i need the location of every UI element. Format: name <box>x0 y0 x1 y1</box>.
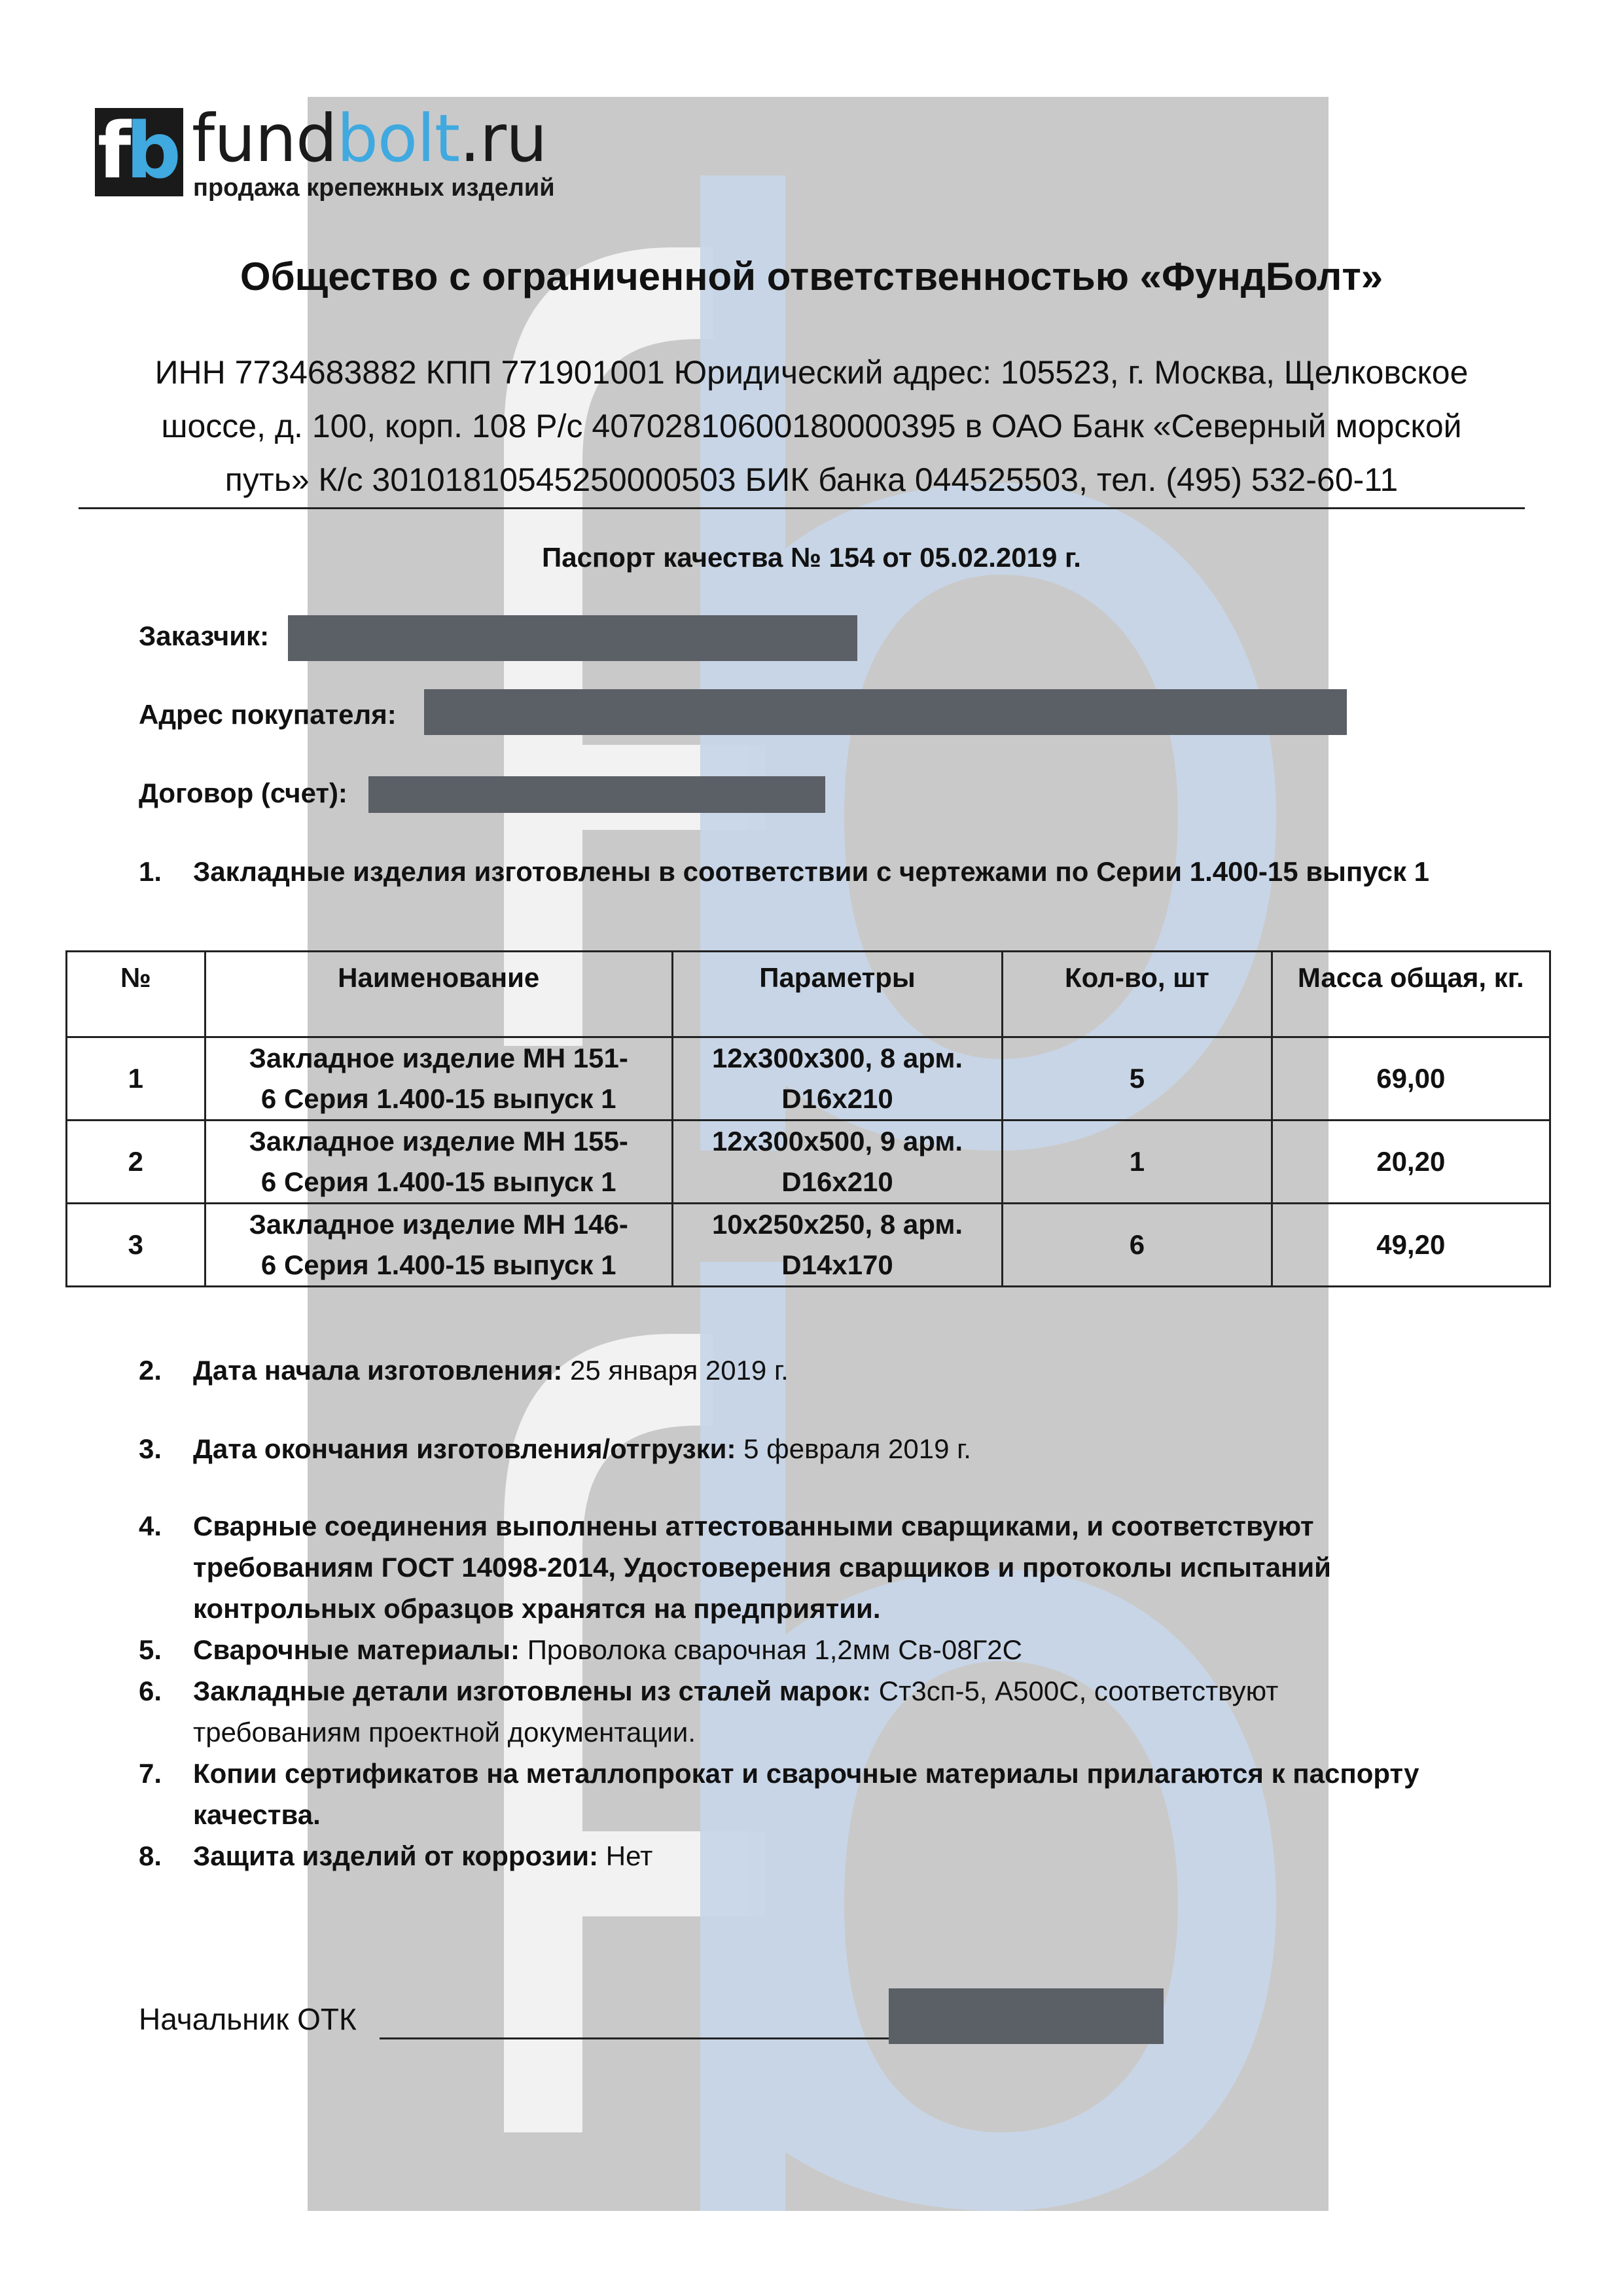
address-redaction <box>424 689 1347 735</box>
item-number: 8. <box>139 1840 162 1871</box>
cell-name <box>205 1204 672 1287</box>
cell-name-line-1: Закладное изделие МН 146- <box>249 1209 628 1240</box>
column-header-number: № <box>67 952 205 1037</box>
table-row <box>67 1037 1550 1121</box>
item-value: 25 января 2019 г. <box>562 1355 789 1386</box>
logo-mark-f: f <box>98 105 126 196</box>
item-number: 4. <box>139 1511 162 1541</box>
cell-qty: 6 <box>1003 1204 1272 1287</box>
signature-label: Начальник ОТК <box>139 2002 357 2036</box>
item-number: 5. <box>139 1634 162 1665</box>
item-value: Нет <box>598 1840 653 1871</box>
logo-mark-b: b <box>126 105 176 196</box>
header-divider <box>79 507 1525 509</box>
contract-label: Договор (счет): <box>139 778 348 808</box>
cell-name <box>205 1037 672 1121</box>
cell-params <box>672 1121 1002 1204</box>
requisites <box>98 346 1525 507</box>
item-line-2: качества. <box>193 1799 321 1830</box>
organization-title: Общество с ограниченной ответственностью «ФундБолт» <box>240 255 1383 298</box>
contract-redaction <box>368 776 825 813</box>
item-number: 3. <box>139 1433 162 1464</box>
logo-name-part1: fund <box>192 100 337 177</box>
cell-mass: 20,20 <box>1272 1121 1550 1204</box>
item-number: 6. <box>139 1676 162 1706</box>
cell-name-line-1: Закладное изделие МН 155- <box>249 1126 628 1157</box>
customer-label: Заказчик: <box>139 620 270 651</box>
cell-qty: 5 <box>1003 1037 1272 1121</box>
address-label: Адрес покупателя: <box>139 699 397 730</box>
cell-name-line-2: 6 Серия 1.400-15 выпуск 1 <box>260 1166 616 1197</box>
logo-name <box>192 100 547 177</box>
logo-name-part3: .ru <box>459 100 547 177</box>
column-header-name: Наименование <box>205 952 672 1037</box>
cell-params <box>672 1204 1002 1287</box>
passport-title: Паспорт качества № 154 от 05.02.2019 г. <box>542 542 1081 573</box>
cell-name-line-2: 6 Серия 1.400-15 выпуск 1 <box>260 1083 616 1114</box>
cell-params-line-1: 10х250х250, 8 арм. <box>711 1209 963 1240</box>
logo-name-part2: bolt <box>336 100 460 177</box>
item-number: 2. <box>139 1355 162 1386</box>
table-row <box>67 1204 1550 1287</box>
item-number: 1. <box>139 856 162 887</box>
cell-params-line-1: 12х300х300, 8 арм. <box>711 1043 963 1073</box>
item-value: 5 февраля 2019 г. <box>736 1433 971 1464</box>
logo-tagline: продажа крепежных изделий <box>193 174 555 202</box>
customer-redaction <box>288 615 857 661</box>
item-label: Закладные детали изготовлены из сталей марок: <box>193 1676 872 1706</box>
column-header-qty: Кол-во, шт <box>1003 952 1272 1037</box>
cell-params-line-2: D14х170 <box>781 1249 893 1280</box>
item-line-2: требованиям ГОСТ 14098-2014, Удостоверения сварщиков и протоколы испытаний <box>193 1552 1331 1583</box>
column-header-mass: Масса общая, кг. <box>1272 952 1550 1037</box>
cell-mass: 49,20 <box>1272 1204 1550 1287</box>
item-text: Закладные изделия изготовлены в соответствии с чертежами по Серии 1.400-15 выпуск 1 <box>193 856 1429 887</box>
cell-number: 2 <box>67 1121 205 1204</box>
item-label: Сварочные материалы: <box>193 1634 520 1665</box>
cell-params <box>672 1037 1002 1121</box>
cell-name <box>205 1121 672 1204</box>
item-number: 7. <box>139 1758 162 1789</box>
item-label: Защита изделий от коррозии: <box>193 1840 599 1871</box>
item-line-3: контрольных образцов хранятся на предприятии. <box>193 1593 881 1624</box>
cell-params-line-2: D16х210 <box>781 1083 893 1114</box>
cell-name-line-2: 6 Серия 1.400-15 выпуск 1 <box>260 1249 616 1280</box>
cell-mass: 69,00 <box>1272 1037 1550 1121</box>
cell-qty: 1 <box>1003 1121 1272 1204</box>
signature-line <box>380 2037 890 2039</box>
item-line-2: требованиям проектной документации. <box>193 1717 696 1748</box>
table-row <box>67 1121 1550 1204</box>
logo-mark-icon <box>95 105 183 196</box>
company-logo <box>95 100 579 206</box>
requisites-line-1: ИНН 7734683882 КПП 771901001 Юридический адрес: 105523, г. Москва, Щелковское <box>154 354 1469 391</box>
column-header-params: Параметры <box>672 952 1002 1037</box>
requisites-line-2: шоссе, д. 100, корп. 108 Р/с 40702810600180000395 в ОАО Банк «Северный морской <box>161 408 1462 444</box>
cell-params-line-2: D16х210 <box>781 1166 893 1197</box>
cell-number: 3 <box>67 1204 205 1287</box>
item-line-1: Сварные соединения выполнены аттестованными сварщиками, и соответствуют <box>193 1511 1314 1541</box>
cell-params-line-1: 12х300х500, 9 арм. <box>711 1126 963 1157</box>
requisites-line-3: путь» К/с 30101810545250000503 БИК банка 044525503, тел. (495) 532-60-11 <box>224 461 1399 498</box>
signature-redaction <box>889 1988 1164 2044</box>
item-line-1: Копии сертификатов на металлопрокат и сварочные материалы прилагаются к паспорту <box>193 1758 1419 1789</box>
cell-number: 1 <box>67 1037 205 1121</box>
products-table <box>65 950 1551 1287</box>
item-value: Проволока сварочная 1,2мм Св-08Г2С <box>520 1634 1022 1665</box>
item-label: Дата начала изготовления: <box>193 1355 563 1386</box>
item-value: Ст3сп-5, А500С, соответствуют <box>871 1676 1279 1706</box>
item-label: Дата окончания изготовления/отгрузки: <box>193 1433 736 1464</box>
cell-name-line-1: Закладное изделие МН 151- <box>249 1043 628 1073</box>
table-header-row <box>67 952 1550 1037</box>
